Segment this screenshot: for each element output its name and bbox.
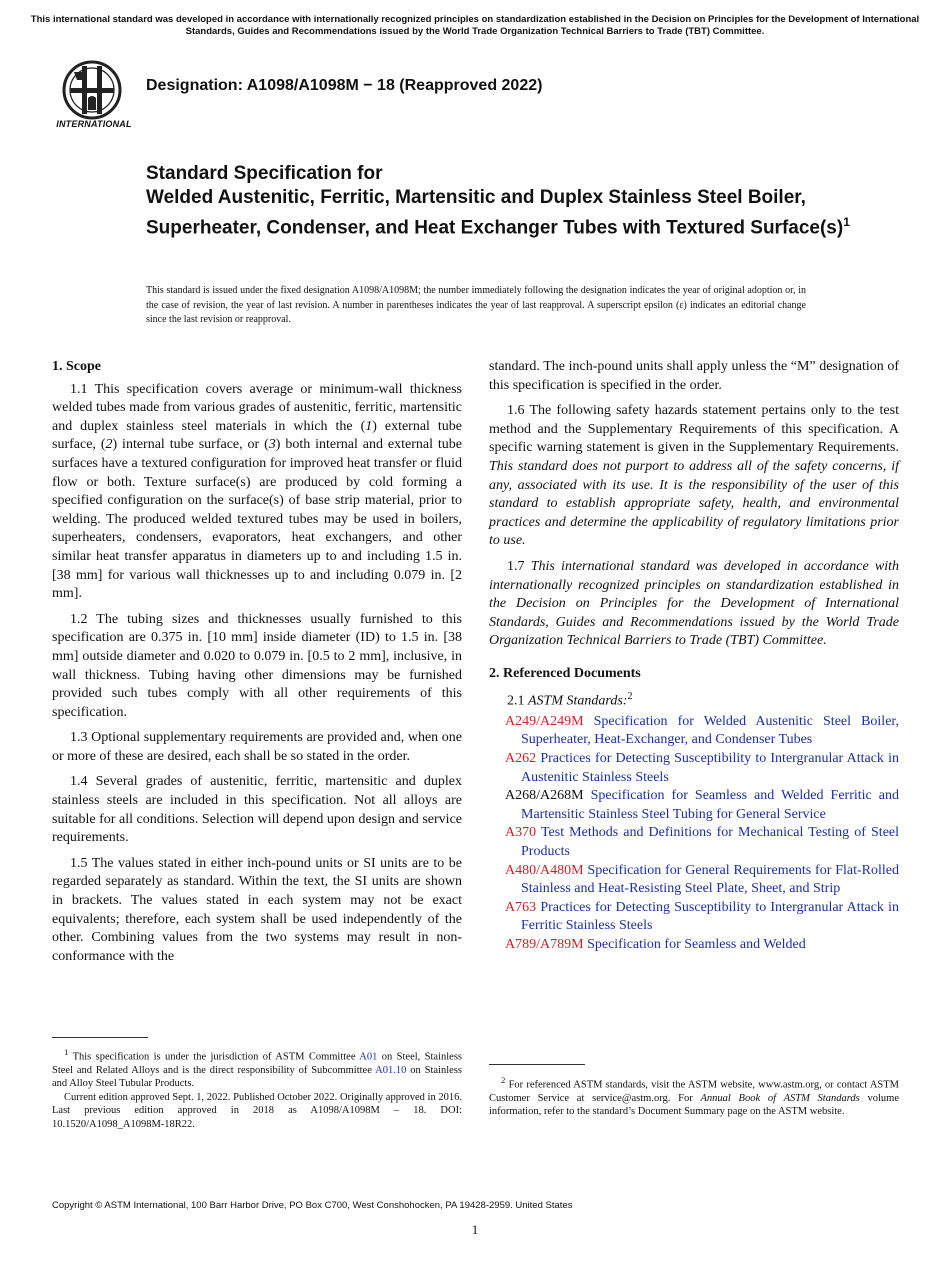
title-line-2 bbox=[146, 186, 866, 240]
para-1-5: 1.5 The values stated in either inch-pound units or SI units are to be regarded separately as standard. Within the text, the SI units are shown in brackets. The values stated in each system may not be exact equivalents; therefore, each system shall be used independently of the other. Combining values from the two systems may result in non-conformance with the bbox=[52, 855, 462, 964]
ref-link[interactable]: Specification for Seamless and Welded bbox=[587, 936, 806, 952]
designation: Designation: A1098/A1098M − 18 (Reapproved 2022) bbox=[146, 77, 543, 94]
footnote-1-jurisdiction: $^1$ This specification is under the jurisdiction of ASTM Committee A01 on Steel, Stainless Steel and Related Alloys and is the direct responsibility of Subcommittee A01.10 on Stainless and Alloy Steel Tubular Products. bbox=[52, 1047, 462, 1090]
ref-a789[interactable] bbox=[489, 936, 899, 955]
title-footnote-mark: 1 bbox=[843, 215, 850, 229]
ref-link[interactable]: Practices for Detecting Susceptibility to Intergranular Attack in Austenitic Stainless Steels bbox=[521, 750, 900, 785]
issued-note: This standard is issued under the fixed designation A1098/A1098M; the number immediately following the designation indicates the year of original adoption or, in the case of revision, the year of last revision. A number in parentheses indicates the year of last reapproval. A superscript epsilon (ε) indicates an editorial change since the last revision or reapproval. bbox=[146, 285, 806, 325]
ref-id[interactable]: A262 bbox=[505, 750, 537, 766]
left-column bbox=[52, 358, 462, 973]
ref-a249[interactable] bbox=[489, 713, 899, 750]
ref-a763[interactable] bbox=[489, 899, 899, 936]
ref-id[interactable]: A763 bbox=[505, 899, 537, 915]
para-1-7: 1.7 This international standard was developed in accordance with internationally recognized principles on standardization established in the Decision on Principles for the Development of International Standards, Guides and Recommendations issued by the World Trade Organization Technical Barriers to Trade (TBT) Committee. bbox=[489, 558, 900, 649]
copyright: Copyright © ASTM International, 100 Barr Harbor Drive, PO Box C700, West Conshohocken, PA 19428-2959. United States bbox=[52, 1200, 573, 1211]
ref-id[interactable]: A789/A789M bbox=[505, 936, 584, 952]
page-number: 1 bbox=[471, 1222, 479, 1237]
para-1-5-continued: standard. The inch-pound units shall apply unless the “M” designation of this specification is specified in the order. bbox=[489, 359, 899, 393]
ref-link[interactable]: Specification for General Requirements for Flat-Rolled Stainless and Heat-Resisting Steel Plate, Sheet, and Strip bbox=[521, 862, 899, 897]
para-1-2: 1.2 The tubing sizes and thicknesses usually furnished to this specification are 0.375 in. [10 mm] inside diameter (ID) to 1.5 in. [38 mm] outside diameter and 0.020 to 0.079 in. [0.5 to 2 mm], inclusive, in wall thickness. Tubing having other dimensions may be furnished provided such tubes comply with all other requirements of this specification. bbox=[52, 611, 462, 720]
footnote-rule-right bbox=[489, 1064, 585, 1065]
right-column bbox=[489, 358, 899, 954]
subcommittee-link[interactable]: A01.10 bbox=[375, 1064, 407, 1076]
ref-a370[interactable] bbox=[489, 824, 899, 861]
ref-id[interactable]: A480/A480M bbox=[505, 862, 584, 878]
document-title bbox=[146, 162, 866, 240]
section-2-heading: 2. Referenced Documents bbox=[489, 665, 641, 681]
logo-wordmark: INTERNATIONAL bbox=[56, 119, 132, 129]
title-line-1: Standard Specification for bbox=[146, 163, 383, 184]
footnote-2-text: $^2$ For referenced ASTM standards, visit the ASTM website, www.astm.org, or contact ASTM Customer Service at service@astm.org. For Annual Book of ASTM Standards volume information, refer to the standard’s Document Summary page on the ASTM website. bbox=[489, 1075, 899, 1118]
ref-link[interactable]: Practices for Detecting Susceptibility to Intergranular Attack in Ferritic Stainless Steels bbox=[521, 899, 900, 934]
ref-id: A268/A268M bbox=[505, 788, 584, 804]
astm-logo bbox=[52, 58, 134, 132]
ref-id[interactable]: A370 bbox=[505, 825, 537, 841]
footnote-rule-left bbox=[52, 1037, 148, 1038]
ref-link[interactable]: Specification for Seamless and Welded Ferritic and Martensitic Stainless Steel Tubing for General Service bbox=[521, 788, 900, 822]
ref-link[interactable]: Test Methods and Definitions for Mechanical Testing of Steel Products bbox=[521, 825, 900, 859]
ref-link[interactable]: Specification for Welded Austenitic Steel Boiler, Superheater, Heat-Exchanger, and Condenser Tubes bbox=[521, 713, 900, 748]
footnote-1 bbox=[52, 1046, 462, 1131]
para-1-1: 1.1 This specification covers average or minimum-wall thickness welded tubes made from various grades of austenitic, ferritic, martensitic and duplex stainless steel materials in which the (1) external tube surface, (2) internal tube surface, or (3) both internal and external tube surfaces have a textured configuration for improved heat transfer or fluid flow or both. Texture surface(s) are produced by cold forming a specified configuration on the surface(s) of base strip material, prior to welding. The produced welded textured tubes may be used in boilers, superheaters, condensers, evaporators, heat exchangers, and other similar heat transfer apparatus in diameters up to and including 1.5 in. [38 mm] for various wall thicknesses up to and including 0.079 in. [2 mm]. bbox=[52, 381, 462, 602]
ref-id[interactable]: A249/A249M bbox=[505, 713, 584, 729]
footnote-2 bbox=[489, 1074, 899, 1119]
footnote-1-edition: Current edition approved Sept. 1, 2022. Published October 2022. Originally approved in 2016. Last previous edition approved in 2018 as A1098/A1098M – 18. DOI: 10.1520/A1098_A1098M-18R22. bbox=[52, 1091, 462, 1130]
astm-standards-label: 2.1 ASTM Standards:$^2$ bbox=[507, 690, 633, 709]
ref-a480[interactable] bbox=[489, 862, 899, 899]
para-1-6: 1.6 The following safety hazards statement pertains only to the test method and the Supplementary Requirements of this specification. A specific warning statement is given in the Supplementary Requirements. This standard does not purport to address all of the safety concerns, if any, associated with its use. It is the responsibility of the user of this standard to establish appropriate safety, health, and environmental practices and determine the applicability of regulatory limitations prior to use. bbox=[489, 403, 899, 549]
para-1-3: 1.3 Optional supplementary requirements are provided and, when one or more of these are desired, each shall be so stated in the order. bbox=[52, 730, 462, 764]
section-1-heading: 1. Scope bbox=[52, 359, 101, 374]
ref-a262[interactable] bbox=[489, 750, 899, 787]
ref-a268[interactable] bbox=[489, 787, 899, 824]
trade-notice: This international standard was developed in accordance with internationally recognized principles on standardization established in the Decision on Principles for the Development of International Standards, Guides and Recommendations issued by the World Trade Organization Technical Barriers to Trade (TBT) Committee. bbox=[30, 14, 920, 37]
committee-link[interactable]: A01 bbox=[359, 1051, 378, 1063]
para-1-4: 1.4 Several grades of austenitic, ferritic, martensitic and duplex stainless steels are included in this specification. Not all alloys are suitable for all conditions. Selection will depend upon design and service requirements. bbox=[52, 774, 462, 846]
title-main: Welded Austenitic, Ferritic, Martensitic and Duplex Stainless Steel Boiler, Superheater, Condenser, and Heat Exchanger Tubes with Textured Surface(s) bbox=[146, 187, 844, 239]
